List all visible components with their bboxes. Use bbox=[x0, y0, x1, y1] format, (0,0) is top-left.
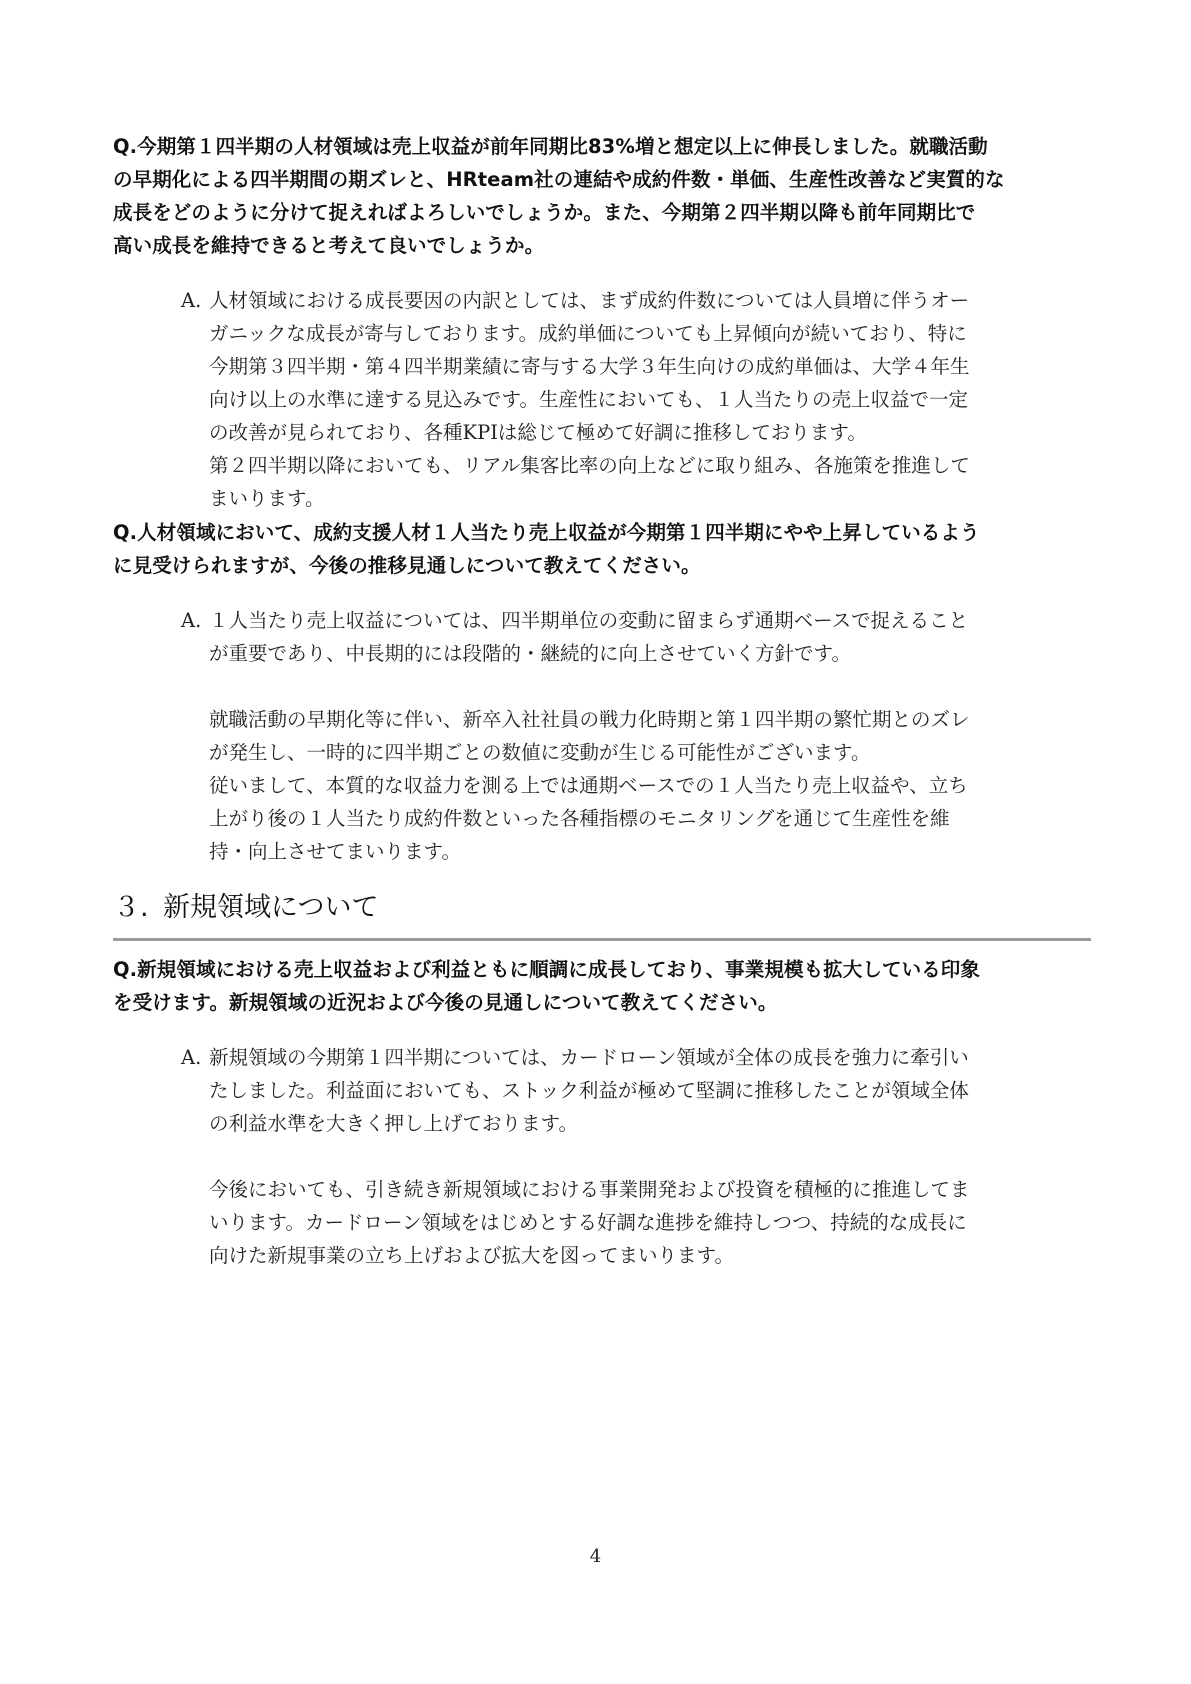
answer-1-line: の改善が見られており、各種KPIは総じて極めて好調に推移しております。 bbox=[209, 421, 867, 444]
question-1-line: Q.今期第１四半期の人材領域は売上収益が前年同期比83%増と想定以上に伸長しました。就職活動 bbox=[113, 135, 988, 158]
answer-3-line: たしました。利益面においても、ストック利益が極めて堅調に推移したことが領域全体 bbox=[209, 1079, 969, 1102]
question-3-line: を受けます。新規領域の近況および今後の見通しについて教えてください。 bbox=[113, 991, 778, 1014]
answer-3 bbox=[181, 1041, 1091, 1272]
answer-2-line: 就職活動の早期化等に伴い、新卒入社社員の戦力化時期と第１四半期の繁忙期とのズレ bbox=[209, 708, 970, 731]
answer-1-line: 向け以上の水準に達する見込みです。生産性においても、１人当たりの売上収益で一定 bbox=[209, 388, 968, 411]
question-1-line: の早期化による四半期間の期ズレと、HRteam社の連結や成約件数・単価、生産性改善など実質的な bbox=[113, 168, 1005, 191]
question-3 bbox=[113, 953, 1088, 1019]
answer-3-line: の利益水準を大きく押し上げております。 bbox=[209, 1112, 578, 1135]
question-1 bbox=[113, 130, 1088, 262]
section-title: 新規領域について bbox=[163, 892, 379, 923]
section-number: ３. bbox=[113, 892, 149, 923]
answer-2-line: 持・向上させてまいります。 bbox=[209, 840, 461, 863]
answer-2-line: が発生し、一時的に四半期ごとの数値に変動が生じる可能性がございます。 bbox=[209, 741, 871, 764]
answer-2-line: 従いまして、本質的な収益力を測る上では通期ベースでの１人当たり売上収益や、立ち bbox=[209, 774, 968, 797]
answer-1-line: まいります。 bbox=[209, 487, 325, 510]
answer-3-line: 向けた新規事業の立ち上げおよび拡大を図ってまいります。 bbox=[209, 1244, 734, 1267]
answer-2-line: 上がり後の１人当たり成約件数といった各種指標のモニタリングを通じて生産性を維 bbox=[209, 807, 950, 830]
question-2-line: Q.人材領域において、成約支援人材１人当たり売上収益が今期第１四半期にやや上昇しているよう bbox=[113, 521, 980, 544]
page-number: 4 bbox=[589, 1546, 602, 1567]
answer-1 bbox=[181, 284, 1091, 515]
answer-3-line: A. 新規領域の今期第１四半期については、カードローン領域が全体の成長を強力に牽引い bbox=[181, 1041, 1091, 1074]
answer-marker: A. bbox=[181, 289, 202, 312]
paragraph-gap bbox=[181, 670, 1091, 703]
answer-1-line: A. 人材領域における成長要因の内訳としては、まず成約件数については人員増に伴うオー bbox=[181, 284, 1091, 317]
answer-3-line: いります。カードローン領域をはじめとする好調な進捗を維持しつつ、持続的な成長に bbox=[209, 1211, 967, 1234]
answer-1-line: 今期第３四半期・第４四半期業績に寄与する大学３年生向けの成約単価は、大学４年生 bbox=[209, 355, 970, 378]
answer-2-line: A. １人当たり売上収益については、四半期単位の変動に留まらず通期ベースで捉えること bbox=[181, 604, 1091, 637]
answer-marker: A. bbox=[181, 1046, 202, 1069]
answer-1-line: 第２四半期以降においても、リアル集客比率の向上などに取り組み、各施策を推進して bbox=[209, 454, 970, 477]
answer-2-line: が重要であり、中長期的には段階的・継続的に向上させていく方針です。 bbox=[209, 642, 851, 665]
answer-3-line: 今後においても、引き続き新規領域における事業開発および投資を積極的に推進してま bbox=[209, 1178, 970, 1201]
paragraph-gap bbox=[181, 1140, 1091, 1173]
question-1-line: 成長をどのように分けて捉えればよろしいでしょうか。また、今期第２四半期以降も前年同期比で bbox=[113, 201, 976, 224]
question-2-line: に見受けられますが、今後の推移見通しについて教えてください。 bbox=[113, 554, 701, 577]
question-1-line: 高い成長を維持できると考えて良いでしょうか。 bbox=[113, 234, 545, 257]
answer-2 bbox=[181, 604, 1091, 868]
question-3-line: Q.新規領域における売上収益および利益ともに順調に成長しており、事業規模も拡大している印象 bbox=[113, 958, 980, 981]
answer-1-line: ガニックな成長が寄与しております。成約単価についても上昇傾向が続いており、特に bbox=[209, 322, 967, 345]
answer-marker: A. bbox=[181, 609, 202, 632]
question-2 bbox=[113, 516, 1088, 582]
section-heading bbox=[113, 888, 1091, 941]
